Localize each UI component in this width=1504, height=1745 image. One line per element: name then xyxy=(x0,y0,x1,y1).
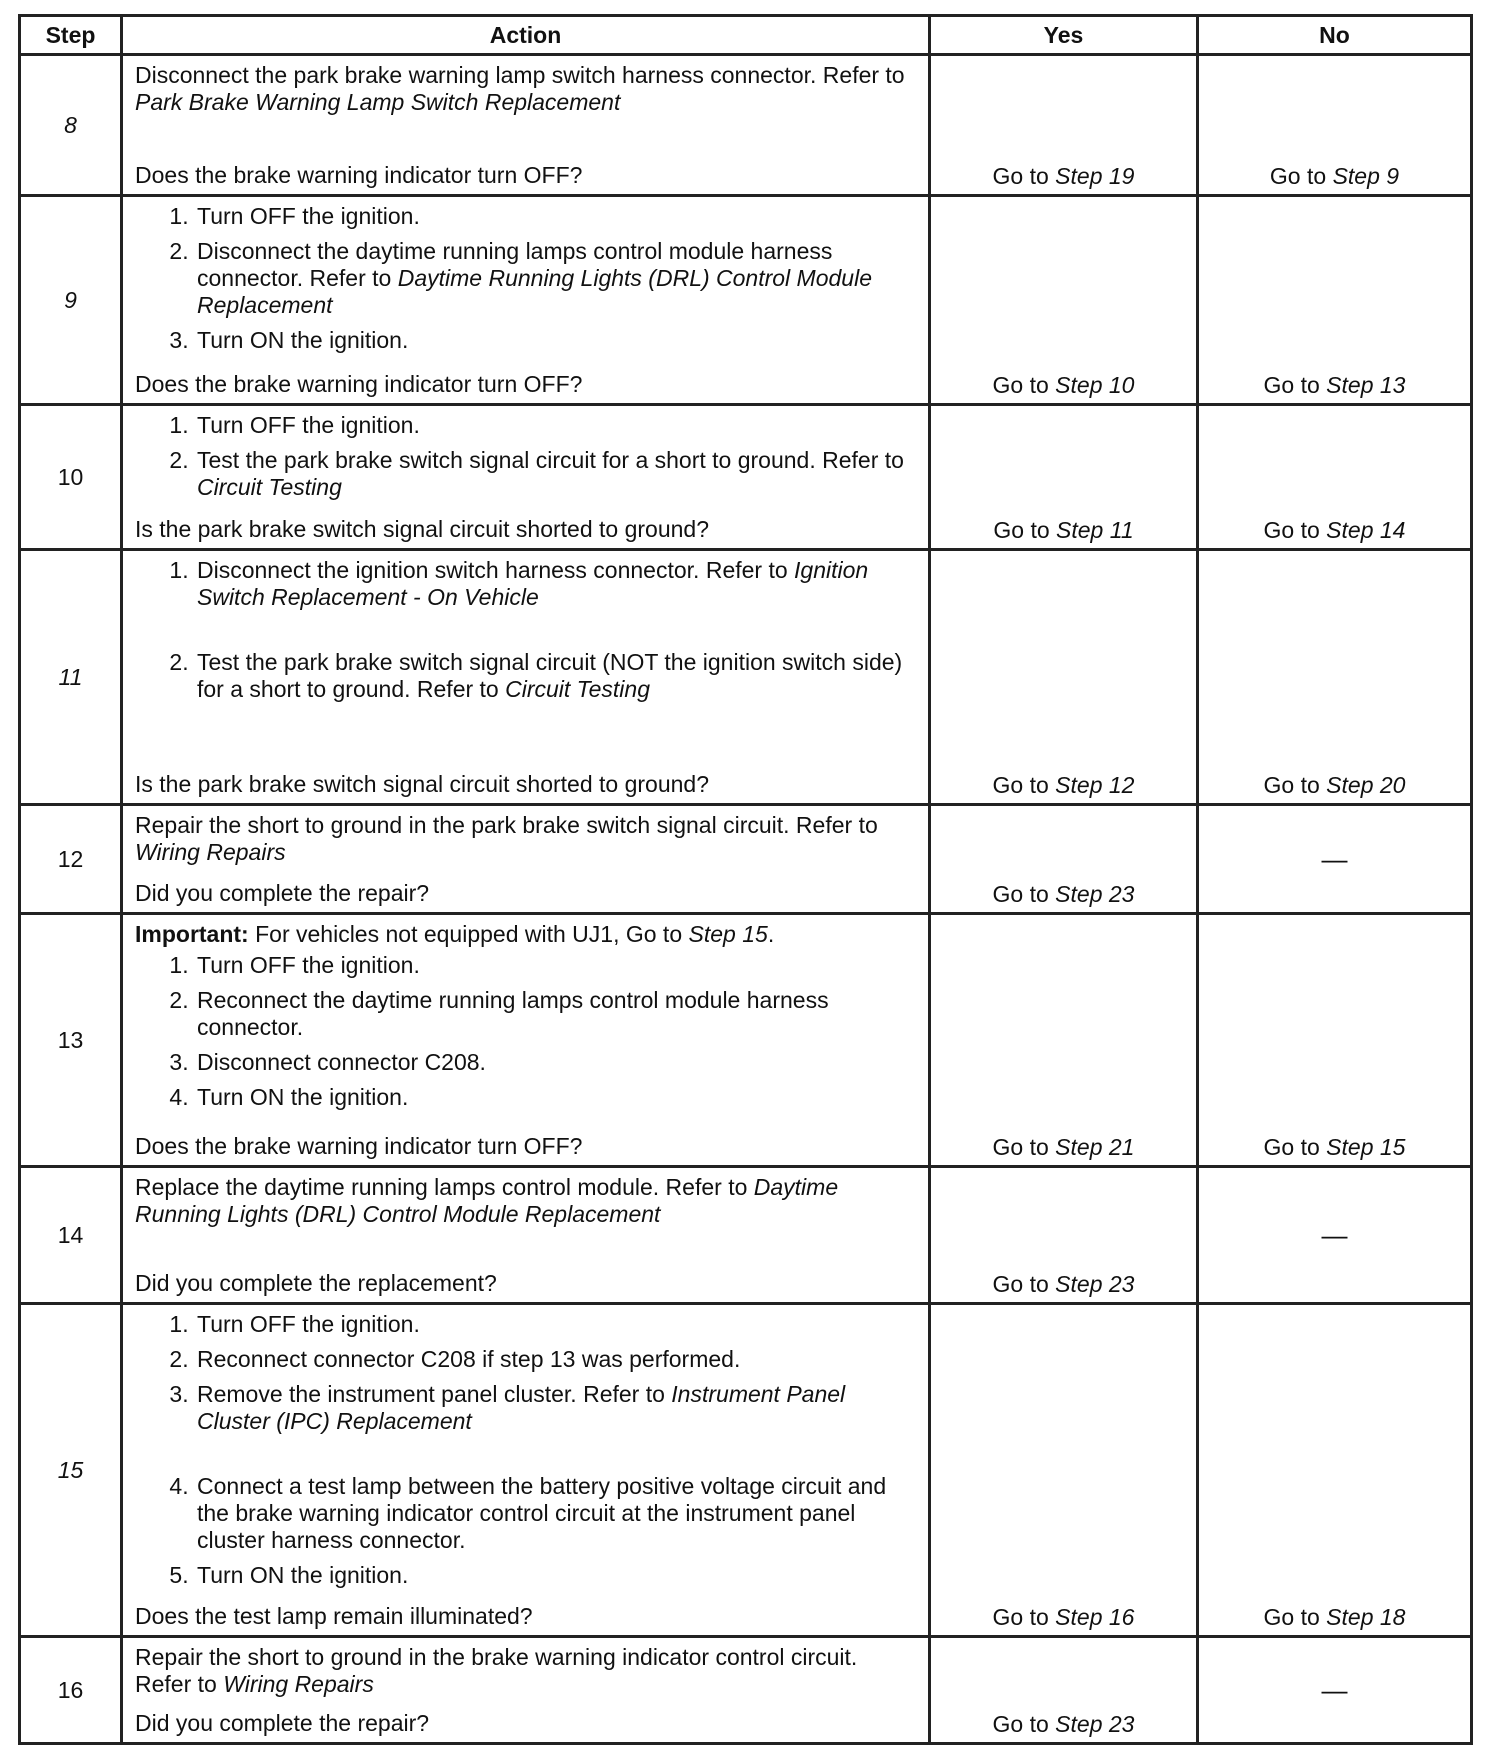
yes-step-ref: Step 11 xyxy=(1056,517,1134,543)
yes-cell: Go to Step 10 xyxy=(930,196,1198,405)
reference-link: Wiring Repairs xyxy=(223,1671,374,1697)
action-question: Does the brake warning indicator turn OFF? xyxy=(135,1133,583,1159)
action-question: Did you complete the repair? xyxy=(135,1710,430,1736)
no-cell: Go to Step 20 xyxy=(1198,550,1472,805)
action-question: Does the brake warning indicator turn OFF? xyxy=(135,371,583,397)
yes-cell: Go to Step 16 xyxy=(930,1304,1198,1637)
action-steps xyxy=(135,412,916,509)
action-step: 5. Turn ON the ignition. xyxy=(195,1562,916,1589)
diagnostic-table xyxy=(18,14,1473,1745)
yes-step-ref: Step 21 xyxy=(1055,1134,1135,1160)
step-number: 14 xyxy=(20,1167,122,1304)
yes-step-ref: Step 19 xyxy=(1055,163,1135,189)
table-row xyxy=(20,55,1472,196)
yes-cell: Go to Step 23 xyxy=(930,1637,1198,1744)
action-question: Does the brake warning indicator turn OFF? xyxy=(135,162,583,188)
yes-step-ref: Step 16 xyxy=(1055,1604,1135,1630)
no-step-ref: Step 15 xyxy=(1326,1134,1406,1160)
table-header-row xyxy=(20,16,1472,55)
action-step: 2. Reconnect the daytime running lamps control module harness connector. xyxy=(195,987,916,1041)
yes-cell: Go to Step 11 xyxy=(930,405,1198,550)
action-cell xyxy=(122,55,930,196)
no-cell: Go to Step 15 xyxy=(1198,914,1472,1167)
table-row xyxy=(20,914,1472,1167)
reference-link: Circuit Testing xyxy=(505,676,650,702)
reference-link: Instrument Panel Cluster (IPC) Replacement xyxy=(197,1381,846,1434)
reference-link: Ignition Switch Replacement - On Vehicle xyxy=(197,557,869,610)
step-number: 15 xyxy=(20,1304,122,1637)
header-yes: Yes xyxy=(930,16,1198,55)
action-step: 1. Turn OFF the ignition. xyxy=(195,203,916,230)
yes-cell: Go to Step 23 xyxy=(930,1167,1198,1304)
no-cell-dash: — xyxy=(1198,805,1472,914)
action-cell xyxy=(122,914,930,1167)
reference-link: Wiring Repairs xyxy=(135,839,286,865)
action-steps xyxy=(135,203,916,362)
action-step: 2. Test the park brake switch signal circuit (NOT the ignition switch side) for a short to ground. Refer to Circuit Testing xyxy=(195,649,916,703)
action-cell xyxy=(122,196,930,405)
important-label: Important: xyxy=(135,921,249,947)
action-step: 2. Reconnect connector C208 if step 13 was performed. xyxy=(195,1346,916,1373)
action-question: Is the park brake switch signal circuit shorted to ground? xyxy=(135,771,710,797)
no-step-ref: Step 14 xyxy=(1326,517,1406,543)
step-number: 13 xyxy=(20,914,122,1167)
action-step: 1. Turn OFF the ignition. xyxy=(195,952,916,979)
header-no: No xyxy=(1198,16,1472,55)
action-intro: Replace the daytime running lamps control module. Refer to Daytime Running Lights (DRL) Control Module Replacement xyxy=(135,1174,839,1227)
action-intro: Disconnect the park brake warning lamp switch harness connector. Refer to Park Brake Warning Lamp Switch Replacement xyxy=(135,62,905,115)
no-cell: Go to Step 18 xyxy=(1198,1304,1472,1637)
action-step: 2. Disconnect the daytime running lamps control module harness connector. Refer to Daytime Running Lights (DRL) Control Module Replacement xyxy=(195,238,916,319)
action-step: 2. Test the park brake switch signal circuit for a short to ground. Refer to Circuit Testing xyxy=(195,447,916,501)
no-cell: Go to Step 14 xyxy=(1198,405,1472,550)
table-row xyxy=(20,1167,1472,1304)
step-number: 9 xyxy=(20,196,122,405)
no-step-ref: Step 20 xyxy=(1326,772,1406,798)
yes-step-ref: Step 10 xyxy=(1055,372,1135,398)
action-cell xyxy=(122,805,930,914)
step-number: 12 xyxy=(20,805,122,914)
action-steps xyxy=(135,952,916,1111)
yes-step-ref: Step 12 xyxy=(1055,772,1135,798)
action-cell xyxy=(122,405,930,550)
yes-cell: Go to Step 19 xyxy=(930,55,1198,196)
action-question: Did you complete the repair? xyxy=(135,880,430,906)
table-row xyxy=(20,805,1472,914)
reference-link: Step 15 xyxy=(688,921,768,947)
yes-cell: Go to Step 12 xyxy=(930,550,1198,805)
reference-link: Park Brake Warning Lamp Switch Replacement xyxy=(135,89,621,115)
action-question: Does the test lamp remain illuminated? xyxy=(135,1603,533,1629)
yes-step-ref: Step 23 xyxy=(1055,1271,1135,1297)
step-number: 11 xyxy=(20,550,122,805)
no-cell: Go to Step 13 xyxy=(1198,196,1472,405)
reference-link: Circuit Testing xyxy=(197,474,342,500)
action-intro: Repair the short to ground in the park brake switch signal circuit. Refer to Wiring Repairs xyxy=(135,812,878,865)
action-cell xyxy=(122,1304,930,1637)
header-step: Step xyxy=(20,16,122,55)
table-row xyxy=(20,1637,1472,1744)
no-step-ref: Step 9 xyxy=(1332,163,1400,189)
no-cell: Go to Step 9 xyxy=(1198,55,1472,196)
reference-link: Daytime Running Lights (DRL) Control Module Replacement xyxy=(197,265,872,318)
step-number: 16 xyxy=(20,1637,122,1744)
yes-cell: Go to Step 23 xyxy=(930,805,1198,914)
action-step: 1. Turn OFF the ignition. xyxy=(195,412,916,439)
step-number: 8 xyxy=(20,55,122,196)
action-cell xyxy=(122,550,930,805)
action-step: 4. Turn ON the ignition. xyxy=(195,1084,916,1111)
action-cell xyxy=(122,1637,930,1744)
action-step: 3. Turn ON the ignition. xyxy=(195,327,916,354)
table-row xyxy=(20,550,1472,805)
important-note: Important: For vehicles not equipped with UJ1, Go to Step 15. xyxy=(135,921,775,947)
yes-step-ref: Step 23 xyxy=(1055,881,1135,907)
reference-link: Daytime Running Lights (DRL) Control Module Replacement xyxy=(135,1174,839,1227)
action-intro: Repair the short to ground in the brake warning indicator control circuit. Refer to Wiring Repairs xyxy=(135,1644,858,1697)
header-action: Action xyxy=(122,16,930,55)
action-step: 1. Disconnect the ignition switch harness connector. Refer to Ignition Switch Replacement - On Vehicle xyxy=(195,557,916,611)
action-steps xyxy=(135,557,916,711)
no-cell-dash: — xyxy=(1198,1637,1472,1744)
action-question: Did you complete the replacement? xyxy=(135,1270,497,1296)
action-step: 4. Connect a test lamp between the battery positive voltage circuit and the brake warning indicator control circuit at the instrument panel cluster harness connector. xyxy=(195,1473,916,1554)
no-step-ref: Step 18 xyxy=(1326,1604,1406,1630)
action-step: 1. Turn OFF the ignition. xyxy=(195,1311,916,1338)
action-step: 3. Disconnect connector C208. xyxy=(195,1049,916,1076)
step-number: 10 xyxy=(20,405,122,550)
action-cell xyxy=(122,1167,930,1304)
yes-step-ref: Step 23 xyxy=(1055,1711,1135,1737)
table-row xyxy=(20,405,1472,550)
action-question: Is the park brake switch signal circuit shorted to ground? xyxy=(135,516,710,542)
table-row xyxy=(20,1304,1472,1637)
table-row xyxy=(20,196,1472,405)
no-step-ref: Step 13 xyxy=(1326,372,1406,398)
action-steps xyxy=(135,1311,916,1597)
yes-cell: Go to Step 21 xyxy=(930,914,1198,1167)
no-cell-dash: — xyxy=(1198,1167,1472,1304)
action-step: 3. Remove the instrument panel cluster. Refer to Instrument Panel Cluster (IPC) Replacement xyxy=(195,1381,916,1435)
